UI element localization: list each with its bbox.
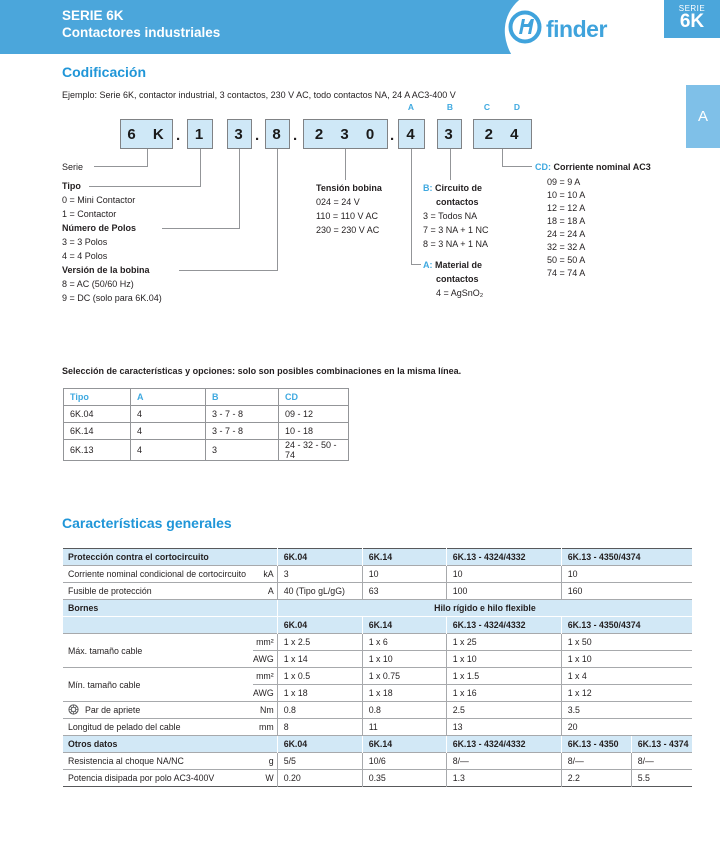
cell: 1 x 16 <box>446 685 561 702</box>
row-label: Longitud de pelado del cable <box>63 719 253 736</box>
connector-line <box>200 149 201 187</box>
cell: 20 <box>561 719 692 736</box>
table-header-row <box>63 617 692 634</box>
table-row <box>63 702 692 719</box>
legend-corriente-items <box>547 176 585 280</box>
cell: 8/— <box>631 753 692 770</box>
legend-item: 4 = 4 Polos <box>62 251 108 261</box>
code-letter-b: B <box>446 102 454 112</box>
cell: 63 <box>362 583 446 600</box>
cell: 3 <box>277 566 362 583</box>
legend-item: 230 = 230 V AC <box>316 225 380 235</box>
legend-title-2: contactos <box>436 274 479 284</box>
legend-circuito-title <box>423 181 489 195</box>
finder-logo-icon <box>508 10 542 49</box>
legend-polos-title: Número de Polos <box>62 223 137 233</box>
cell: 1 x 6 <box>362 634 446 651</box>
row-label <box>63 702 253 719</box>
connector-line <box>179 270 278 271</box>
legend-corriente-title <box>535 160 651 174</box>
legend-item: 74 = 74 A <box>547 268 586 278</box>
page-header <box>0 0 657 54</box>
legend-item: 18 = 18 A <box>547 216 586 226</box>
cell: 3 <box>206 440 279 461</box>
cell: 10 <box>561 566 692 583</box>
column-header: 6K.13 - 4350/4374 <box>561 617 692 634</box>
legend-tension-title: Tensión bobina <box>316 183 382 193</box>
legend-item: 1 = Contactor <box>62 209 117 219</box>
cell: 3 - 7 - 8 <box>206 406 279 423</box>
legend-title-2: contactos <box>436 197 479 207</box>
cell: 6K.14 <box>64 423 131 440</box>
code-segment-polos: 3 <box>227 119 252 149</box>
cell: 1 x 10 <box>362 651 446 668</box>
cell: 5/5 <box>277 753 362 770</box>
legend-circuito <box>423 181 489 251</box>
legend-item: 10 = 10 A <box>547 190 586 200</box>
legend-bobina <box>62 263 162 305</box>
row-unit: mm² <box>253 668 277 685</box>
legend-polos <box>62 221 136 263</box>
cell: 10 <box>362 566 446 583</box>
table-row <box>63 634 692 651</box>
legend-prefix: CD: <box>535 162 551 172</box>
section-header: Protección contra el cortocircuito <box>63 549 277 566</box>
column-header: 6K.14 <box>362 549 446 566</box>
column-header: 6K.14 <box>362 736 446 753</box>
cell: 1 x 0.75 <box>362 668 446 685</box>
legend-item: 8 = AC (50/60 Hz) <box>62 279 134 289</box>
connector-line <box>411 264 421 265</box>
table-row <box>63 770 692 787</box>
code-segment-circuito: 3 <box>437 119 462 149</box>
series-subtitle: Contactores industriales <box>62 25 221 40</box>
connector-line <box>94 166 148 167</box>
section-header-empty <box>63 617 277 634</box>
cell: 1 x 2.5 <box>277 634 362 651</box>
column-header: A <box>131 389 206 406</box>
column-header: 6K.13 - 4350 <box>561 736 631 753</box>
cell: 8 <box>277 719 362 736</box>
column-header: 6K.13 - 4324/4332 <box>446 617 561 634</box>
legend-item: 110 = 110 V AC <box>316 211 378 221</box>
section-header: Otros datos <box>63 736 277 753</box>
cell: 0.8 <box>277 702 362 719</box>
legend-item: 4 = AgSnO₂ <box>436 288 484 298</box>
cell: 09 - 12 <box>279 406 349 423</box>
table-header-row <box>63 736 692 753</box>
cell: 6K.04 <box>64 406 131 423</box>
cell: 13 <box>446 719 561 736</box>
section-tab-a: A <box>686 85 720 148</box>
table-header-row <box>63 549 692 566</box>
cell: 1 x 18 <box>362 685 446 702</box>
cell: 24 - 32 - 50 - 74 <box>279 440 349 461</box>
code-segment-material: 4 <box>398 119 425 149</box>
cell: 1 x 1.5 <box>446 668 561 685</box>
code-dot: . <box>176 127 181 144</box>
table-row <box>64 440 349 461</box>
corner-series-badge <box>664 0 720 38</box>
column-header: 6K.04 <box>277 617 362 634</box>
cell: 4 <box>131 440 206 461</box>
series-title: SERIE 6K <box>62 8 124 23</box>
cell: 1 x 50 <box>561 634 692 651</box>
column-header: 6K.13 - 4350/4374 <box>561 549 692 566</box>
code-letter-a: A <box>407 102 415 112</box>
row-label: Mín. tamaño cable <box>63 668 253 702</box>
legend-item: 3 = Todos NA <box>423 211 478 221</box>
table-row <box>63 583 692 600</box>
cell: 10/6 <box>362 753 446 770</box>
cell: 0.35 <box>362 770 446 787</box>
column-header: 6K.13 - 4324/4332 <box>446 736 561 753</box>
legend-item: 7 = 3 NA + 1 NC <box>423 225 489 235</box>
generales-table <box>63 548 692 787</box>
cell: 2.5 <box>446 702 561 719</box>
cell: 1 x 25 <box>446 634 561 651</box>
cell: 4 <box>131 406 206 423</box>
legend-item: 8 = 3 NA + 1 NA <box>423 239 489 249</box>
legend-prefix: B: <box>423 183 433 193</box>
row-unit: kA <box>253 566 277 583</box>
legend-title: Circuito de <box>435 183 483 193</box>
cell: 10 <box>446 566 561 583</box>
legend-tension <box>316 181 382 237</box>
code-segment-tipo: 1 <box>187 119 213 149</box>
corner-series-value: 6K <box>679 11 705 32</box>
connector-line <box>345 149 346 180</box>
row-unit: g <box>253 753 277 770</box>
codificacion-title: Codificación <box>62 64 147 80</box>
legend-material <box>423 258 483 300</box>
row-label: Fusible de protección <box>63 583 253 600</box>
row-unit: A <box>253 583 277 600</box>
column-header: Tipo <box>64 389 131 406</box>
legend-item: 24 = 24 A <box>547 229 586 239</box>
legend-material-title <box>423 258 483 272</box>
legend-item: 0 = Mini Contactor <box>62 195 136 205</box>
code-segment-serie: 6 K <box>120 119 173 149</box>
connector-line <box>277 149 278 271</box>
cell: 4 <box>131 423 206 440</box>
code-segment-tension: 2 3 0 <box>303 119 388 149</box>
column-header: 6K.13 - 4374 <box>631 736 692 753</box>
cell: 8/— <box>446 753 561 770</box>
table-header-row <box>64 389 349 406</box>
row-label: Resistencia al choque NA/NC <box>63 753 253 770</box>
code-segment-bobina: 8 <box>265 119 290 149</box>
cell: 1 x 14 <box>277 651 362 668</box>
table-row <box>63 668 692 685</box>
table-header-row <box>63 600 692 617</box>
connector-line <box>411 149 412 265</box>
row-unit: W <box>253 770 277 787</box>
code-segment-corriente: 2 4 <box>473 119 532 149</box>
legend-title: Corriente nominal AC3 <box>553 162 651 172</box>
cell: 5.5 <box>631 770 692 787</box>
row-unit: Nm <box>253 702 277 719</box>
legend-item: 9 = DC (solo para 6K.04) <box>62 293 162 303</box>
connector-line <box>162 228 240 229</box>
span-header: Hilo rígido e hilo flexible <box>277 600 692 617</box>
cell: 160 <box>561 583 692 600</box>
seleccion-caption: Selección de características y opciones: solo son posibles combinaciones en la misma línea. <box>62 366 462 376</box>
connector-line <box>502 166 532 167</box>
column-header: 6K.13 - 4324/4332 <box>446 549 561 566</box>
row-label: Corriente nominal condicional de cortocircuito <box>63 566 253 583</box>
brand-logo <box>508 10 607 49</box>
cell: 3 - 7 - 8 <box>206 423 279 440</box>
legend-bobina-title: Versión de la bobina <box>62 265 150 275</box>
row-unit: mm <box>253 719 277 736</box>
legend-item: 32 = 32 A <box>547 242 586 252</box>
seleccion-table <box>63 388 349 461</box>
cell: 40 (Tipo gL/gG) <box>277 583 362 600</box>
legend-title: Material de <box>435 260 483 270</box>
code-letter-d: D <box>513 102 521 112</box>
screw-head-icon <box>68 704 79 717</box>
cell: 1 x 10 <box>446 651 561 668</box>
legend-prefix: A: <box>423 260 433 270</box>
table-row <box>63 566 692 583</box>
legend-serie: Serie <box>62 162 84 172</box>
row-label: Máx. tamaño cable <box>63 634 253 668</box>
legend-tipo-title: Tipo <box>62 181 81 191</box>
cell: 11 <box>362 719 446 736</box>
table-row <box>64 406 349 423</box>
column-header: 6K.04 <box>277 549 362 566</box>
cell: 3.5 <box>561 702 692 719</box>
column-header: B <box>206 389 279 406</box>
header-titles <box>62 7 220 41</box>
cell: 0.20 <box>277 770 362 787</box>
cell: 1.3 <box>446 770 561 787</box>
cell: 8/— <box>561 753 631 770</box>
connector-line <box>147 149 148 167</box>
code-dot: . <box>390 127 395 144</box>
cell: 10 - 18 <box>279 423 349 440</box>
legend-item: 50 = 50 A <box>547 255 586 265</box>
connector-line <box>502 149 503 166</box>
cell: 2.2 <box>561 770 631 787</box>
column-header: 6K.04 <box>277 736 362 753</box>
cell: 1 x 0.5 <box>277 668 362 685</box>
row-unit: mm² <box>253 634 277 651</box>
table-row <box>63 753 692 770</box>
code-letter-c: C <box>483 102 491 112</box>
section-header: Bornes <box>63 600 277 617</box>
table-row <box>63 719 692 736</box>
legend-item: 09 = 9 A <box>547 177 581 187</box>
cell: 6K.13 <box>64 440 131 461</box>
row-unit: AWG <box>253 685 277 702</box>
cell: 1 x 10 <box>561 651 692 668</box>
generales-title: Características generales <box>62 515 232 531</box>
legend-item: 024 = 24 V <box>316 197 360 207</box>
cell: 0.8 <box>362 702 446 719</box>
brand-name: finder <box>546 16 607 42</box>
row-label-text: Par de apriete <box>85 705 141 715</box>
column-header: 6K.14 <box>362 617 446 634</box>
corner-series-label: SERIE <box>678 4 706 13</box>
code-dot: . <box>293 127 298 144</box>
cell: 1 x 12 <box>561 685 692 702</box>
legend-item: 3 = 3 Polos <box>62 237 108 247</box>
legend-tipo <box>62 179 135 221</box>
column-header: CD <box>279 389 349 406</box>
cell: 1 x 18 <box>277 685 362 702</box>
connector-line <box>239 149 240 229</box>
table-row <box>64 423 349 440</box>
connector-line <box>450 149 451 180</box>
code-dot: . <box>255 127 260 144</box>
legend-item: 12 = 12 A <box>547 203 586 213</box>
row-unit: AWG <box>253 651 277 668</box>
row-label: Potencia disipada por polo AC3-400V <box>63 770 253 787</box>
cell: 100 <box>446 583 561 600</box>
codificacion-example: Ejemplo: Serie 6K, contactor industrial, 3 contactos, 230 V AC, todo contactos NA, 24 A AC3-400 V <box>62 90 456 100</box>
cell: 1 x 4 <box>561 668 692 685</box>
